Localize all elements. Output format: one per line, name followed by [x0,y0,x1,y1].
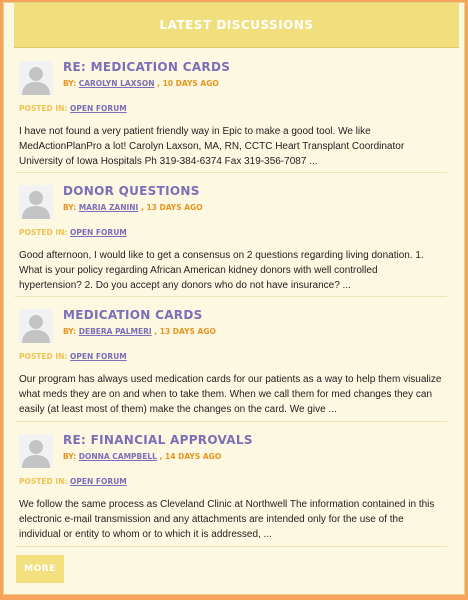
discussion-excerpt: We follow the same process as Cleveland Clinic at Northwell The information contained in this electronic e-mail transmission and any attachments are intended only for the use of the individual or entity to whom or to which it is addressed, ... [19,499,435,540]
post-age: , 14 DAYS AGO [159,452,222,461]
discussion-title-link[interactable]: DONOR QUESTIONS [63,184,200,198]
forum-link[interactable]: OPEN FORUM [70,228,127,237]
item-divider [15,421,447,422]
discussion-byline [63,203,203,212]
user-avatar-icon[interactable] [19,309,53,343]
discussion-title-link[interactable]: RE: MEDICATION CARDS [63,60,231,74]
post-age: , 13 DAYS AGO [154,327,216,336]
posted-in [19,477,127,486]
discussion-byline [63,327,216,336]
forum-link[interactable]: OPEN FORUM [70,352,127,361]
author-link[interactable]: DEBERA PALMERI [78,327,152,336]
author-link[interactable]: CAROLYN LAXSON [78,79,155,88]
posted-in [19,228,127,237]
discussion-excerpt: Good afternoon, I would like to get a consensus on 2 questions regarding living donation. 1. What is your policy regarding African American kidney donors with well controlled hypertension? 2. Do you accept any donors who do not have insurance? ... [19,250,424,291]
by-label: BY: [63,79,77,88]
by-label: BY: [63,327,77,336]
item-divider [15,546,447,547]
forum-link[interactable]: OPEN FORUM [70,104,127,113]
by-label: BY: [63,452,77,461]
posted-in-label: POSTED IN: [19,477,68,486]
user-avatar-icon[interactable] [19,434,53,468]
discussion-byline [63,452,221,461]
forum-link[interactable]: OPEN FORUM [70,477,127,486]
discussion-title-link[interactable]: MEDICATION CARDS [63,308,203,322]
posted-in-label: POSTED IN: [19,352,68,361]
user-avatar-icon[interactable] [19,61,53,95]
author-link[interactable]: DONNA CAMPBELL [78,452,157,461]
post-age: , 10 DAYS AGO [157,79,219,88]
item-divider [15,172,447,173]
more-button[interactable]: MORE [16,555,64,583]
discussion-excerpt: I have not found a very patient friendly way in Epic to make a good tool. We like MedActionPlanPro a lot! Carolyn Laxson, MA, RN, CCTC Heart Transplant Coordinator University of Iowa Hospitals Ph 319-384-6374 Fax 319-356-7087 ... [19,126,405,167]
discussion-title-link[interactable]: RE: FINANCIAL APPROVALS [63,433,253,447]
posted-in [19,352,127,361]
panel-title: LATEST DISCUSSIONS [159,18,314,32]
user-avatar-icon[interactable] [19,185,53,219]
posted-in-label: POSTED IN: [19,228,68,237]
by-label: BY: [63,203,77,212]
author-link[interactable]: MARIA ZANINI [78,203,139,212]
discussion-excerpt: Our program has always used medication cards for our patients as a way to help them visualize what meds they are on and when to take them. When we call them for med changes they can easily (at least most of them) make the changes on the card. We give ... [19,374,442,415]
post-age: , 13 DAYS AGO [140,203,203,212]
posted-in-label: POSTED IN: [19,104,68,113]
item-divider [15,296,447,297]
posted-in [19,104,127,113]
discussion-byline [63,79,219,88]
panel-header [14,3,459,48]
